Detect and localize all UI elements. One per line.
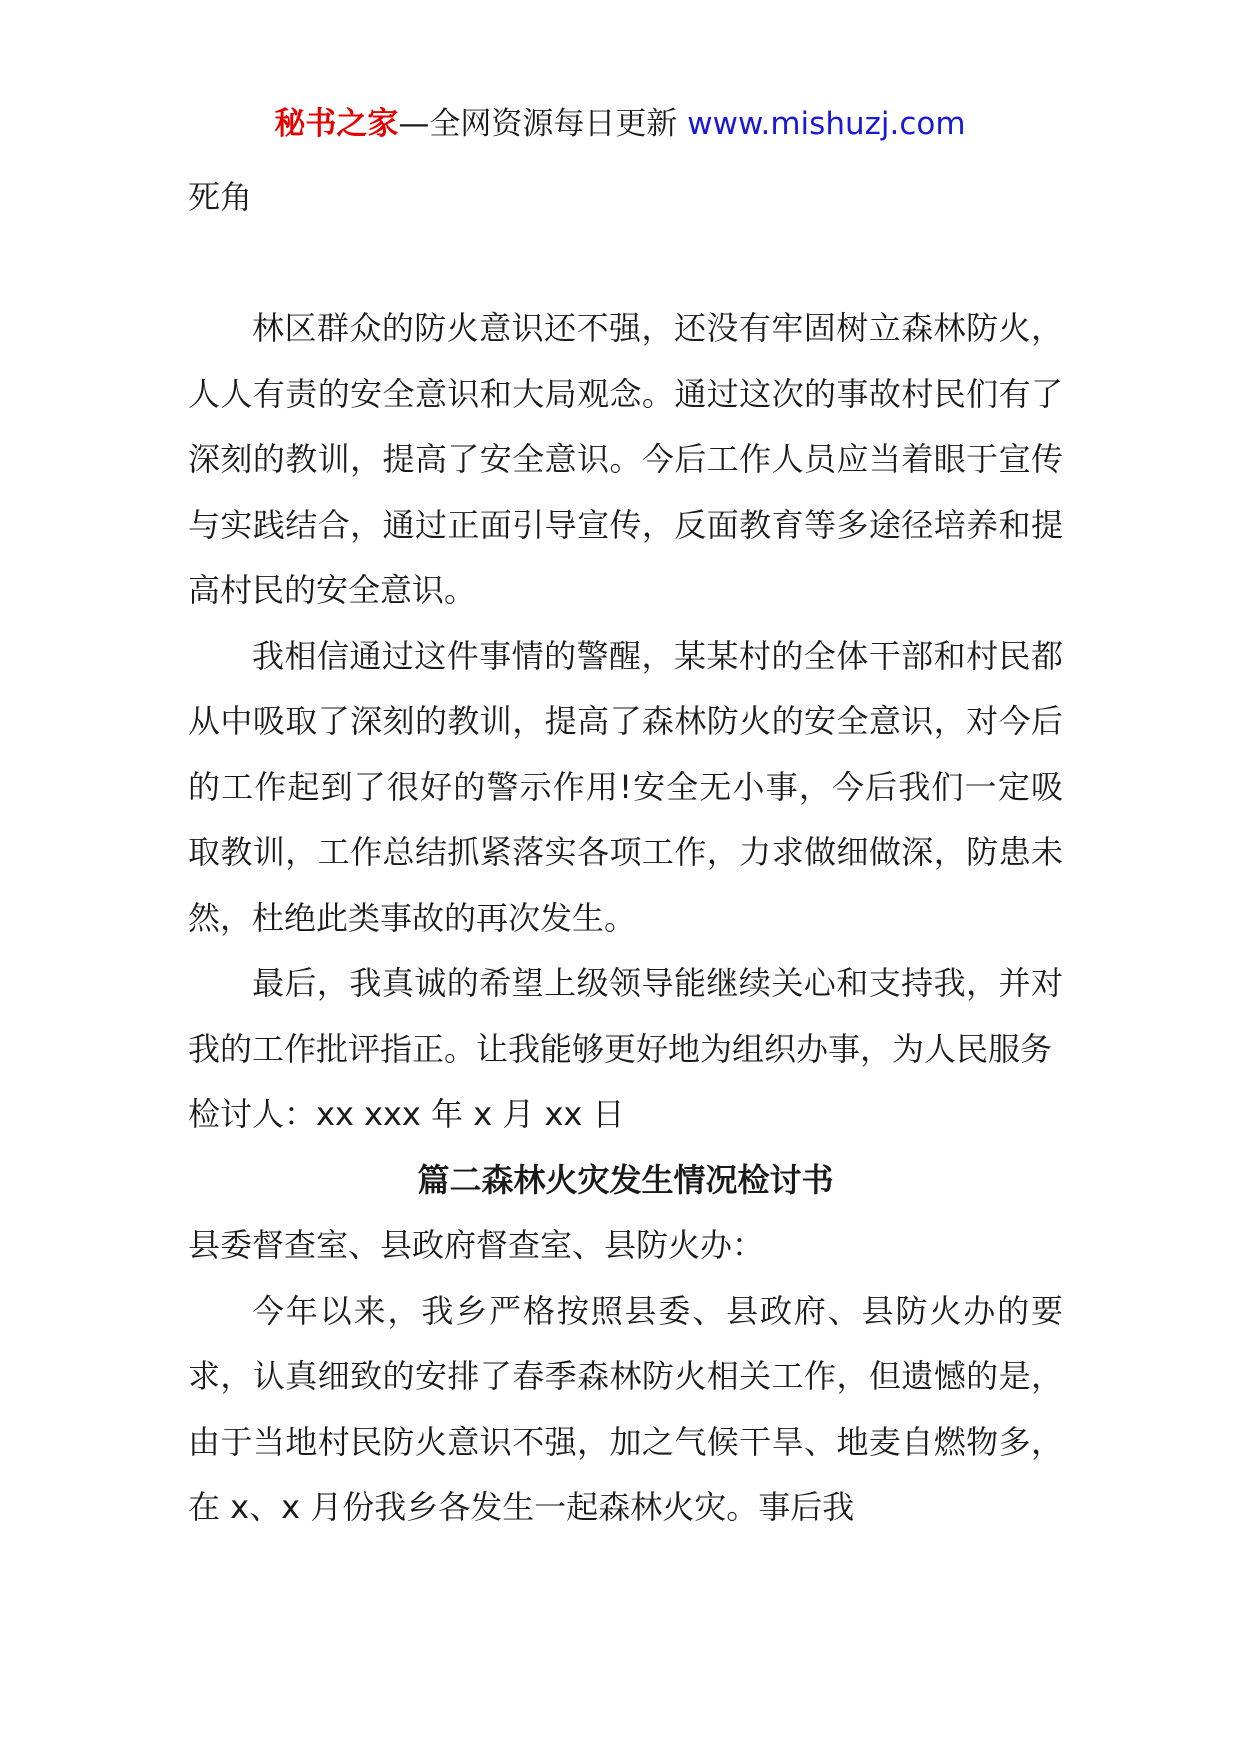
document-body [188,165,1063,1541]
paragraph-awareness: 林区群众的防火意识还不强，还没有牢固树立森林防火，人人有责的安全意识和大局观念。通过这次的事故村民们有了深刻的教训，提高了安全意识。今后工作人员应当着眼于宣传与实践结合，通过正面引导宣传，反面教育等多途径培养和提高村民的安全意识。 [188,309,1063,609]
continuation-text: 死角 [188,178,253,216]
site-header [0,102,1240,146]
paragraph-lesson: 我相信通过这件事情的警醒，某某村的全体干部和村民都从中吸取了深刻的教训，提高了森林防火的安全意识，对今后的工作起到了很好的警示作用!安全无小事，今后我们一定吸取教训，工作总结抓紧落实各项工作，力求做细做深，防患未然，杜绝此类事故的再次发生。 [188,636,1063,937]
header-tagline: —全网资源每日更新 [398,106,678,142]
site-url-link[interactable]: www.mishuzj.com [687,106,966,142]
signature-line: 检讨人：xx xxx 年 x 月 xx 日 [188,1095,625,1133]
paragraph-closing: 最后，我真诚的希望上级领导能继续关心和支持我，并对我的工作批评指正。让我能够更好地为组织办事，为人民服务 [188,964,1063,1068]
blank-line [188,231,1063,297]
brand-name: 秘书之家 [274,106,399,142]
section-title: 篇二森林火灾发生情况检讨书 [417,1160,834,1199]
addressee-line: 县委督查室、县政府督查室、县防火办： [188,1226,765,1264]
paragraph-report: 今年以来，我乡严格按照县委、县政府、县防火办的要求，认真细致的安排了春季森林防火相关工作，但遗憾的是，由于当地村民防火意识不强，加之气候干旱、地麦自燃物多，在 x、x 月份我乡各发生一起森林火灾。事后我 [188,1291,1063,1526]
